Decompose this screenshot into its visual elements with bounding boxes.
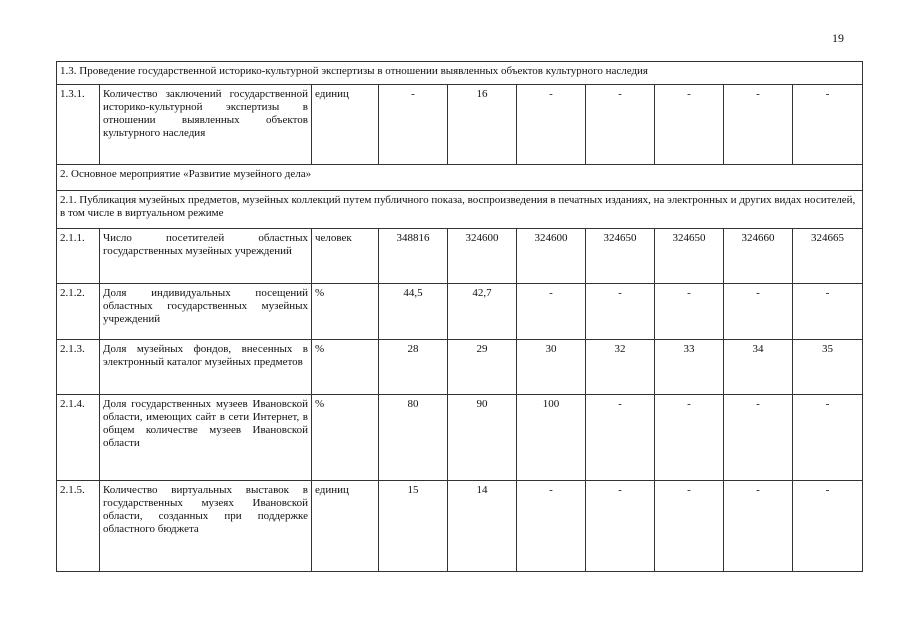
value-cell: 348816 [379,229,448,284]
table-row [57,229,863,284]
value-cell: 42,7 [448,284,517,340]
row-number: 2.1.1. [57,229,100,284]
value-cell: - [586,284,655,340]
value-cell: - [724,395,793,481]
value-cell: - [724,284,793,340]
value-cell: - [655,481,724,572]
value-cell: - [724,481,793,572]
value-cell: 32 [586,340,655,395]
value-cell: - [586,481,655,572]
value-cell: - [517,85,586,165]
value-cell: 80 [379,395,448,481]
value-cell: 16 [448,85,517,165]
row-number: 2.1.3. [57,340,100,395]
indicators-table [56,61,863,572]
value-cell: - [793,85,863,165]
value-cell: 324650 [586,229,655,284]
value-cell: 29 [448,340,517,395]
value-cell: 28 [379,340,448,395]
table-body [57,62,863,572]
value-cell: 324660 [724,229,793,284]
table-row [57,481,863,572]
indicator-name: Доля индивидуальных посещений областных государственных музейных учреждений [100,284,312,340]
section-title: 2.1. Публикация музейных предметов, музейных коллекций путем публичного показа, воспроизведения в печатных изданиях, на электронных и других видах носителей, в том числе в виртуальном режиме [57,191,863,229]
value-cell: 30 [517,340,586,395]
section-row [57,165,863,191]
value-cell: - [517,481,586,572]
unit-cell: % [312,395,379,481]
value-cell: 324650 [655,229,724,284]
value-cell: 14 [448,481,517,572]
unit-cell: % [312,284,379,340]
table-row [57,395,863,481]
value-cell: - [586,395,655,481]
value-cell: - [655,85,724,165]
value-cell: - [793,284,863,340]
indicator-name: Число посетителей областных государственных музейных учреждений [100,229,312,284]
indicator-name: Количество виртуальных выставок в государственных музеях Ивановской области, созданных при поддержке областного бюджета [100,481,312,572]
value-cell: 324665 [793,229,863,284]
table-row [57,284,863,340]
value-cell: - [655,395,724,481]
table-row [57,85,863,165]
value-cell: - [724,85,793,165]
value-cell: - [655,284,724,340]
section-row [57,62,863,85]
value-cell: 44,5 [379,284,448,340]
unit-cell: % [312,340,379,395]
row-number: 2.1.2. [57,284,100,340]
value-cell: - [517,284,586,340]
value-cell: 34 [724,340,793,395]
value-cell: 35 [793,340,863,395]
value-cell: - [379,85,448,165]
section-title: 1.3. Проведение государственной историко-культурной экспертизы в отношении выявленных объектов культурного наследия [57,62,863,85]
value-cell: - [793,481,863,572]
value-cell: 324600 [448,229,517,284]
value-cell: 90 [448,395,517,481]
indicator-name: Доля государственных музеев Ивановской области, имеющих сайт в сети Интернет, в общем количестве музеев Ивановской области [100,395,312,481]
value-cell: 324600 [517,229,586,284]
value-cell: - [793,395,863,481]
unit-cell: человек [312,229,379,284]
value-cell: 15 [379,481,448,572]
row-number: 1.3.1. [57,85,100,165]
row-number: 2.1.4. [57,395,100,481]
value-cell: 100 [517,395,586,481]
unit-cell: единиц [312,481,379,572]
value-cell: - [586,85,655,165]
page-number: 19 [832,31,844,45]
unit-cell: единиц [312,85,379,165]
value-cell: 33 [655,340,724,395]
section-title: 2. Основное мероприятие «Развитие музейного дела» [57,165,863,191]
section-row [57,191,863,229]
table-row [57,340,863,395]
indicator-name: Доля музейных фондов, внесенных в электронный каталог музейных предметов [100,340,312,395]
indicator-name: Количество заключений государственной историко-культурной экспертизы в отношении выявленных объектов культурного наследия [100,85,312,165]
row-number: 2.1.5. [57,481,100,572]
